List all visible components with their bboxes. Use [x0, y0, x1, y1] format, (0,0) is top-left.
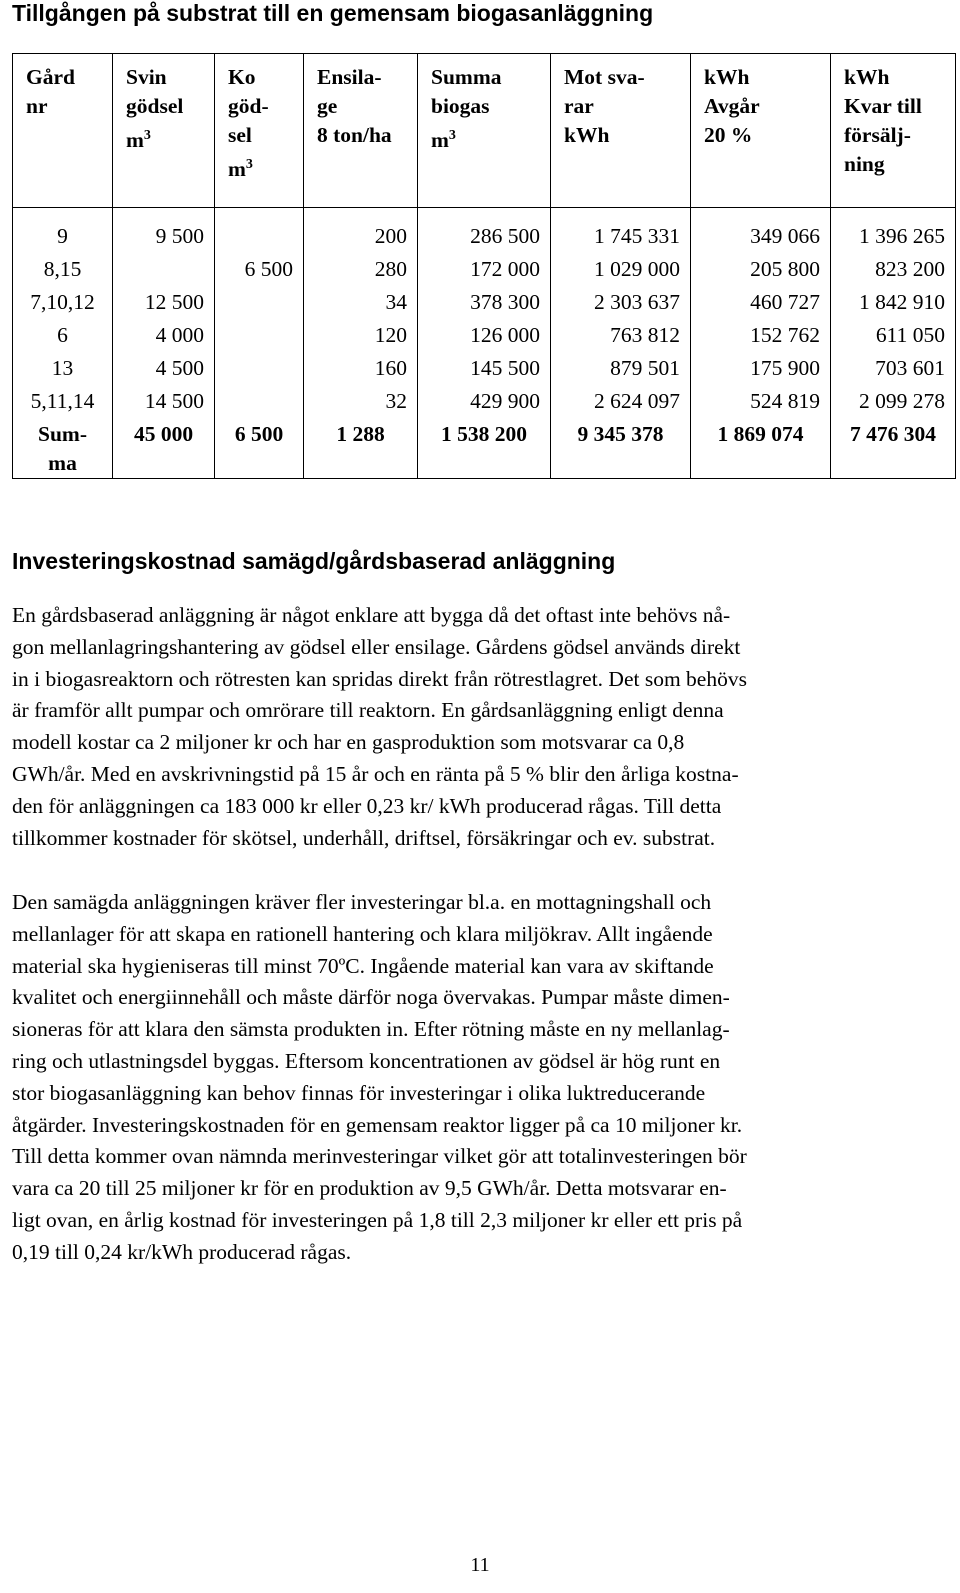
table-cell: 160	[304, 351, 418, 384]
table-header-row	[13, 54, 956, 208]
total-label-cell	[13, 417, 113, 479]
table-cell: 823 200	[831, 252, 956, 285]
column-header-line: kWh	[564, 123, 610, 147]
column-header-line: Ko	[228, 65, 256, 89]
column-header-text: m	[126, 128, 144, 153]
column-header-superscript: 3	[143, 128, 151, 143]
column-header	[831, 54, 956, 208]
table-cell: 2 099 278	[831, 384, 956, 417]
table-cell	[215, 351, 304, 384]
column-header-line: Summa	[431, 65, 502, 89]
table-cell: 763 812	[551, 318, 691, 351]
substrate-table	[12, 53, 956, 479]
farm-number-cell: 7,10,12	[13, 285, 113, 318]
table-cell: 12 500	[113, 285, 215, 318]
total-cell: 9 345 378	[551, 417, 691, 479]
table-cell: 1 029 000	[551, 252, 691, 285]
column-header-superscript: 3	[245, 157, 253, 172]
table-cell: 460 727	[691, 285, 831, 318]
table-cell: 1 745 331	[551, 208, 691, 253]
column-header	[304, 54, 418, 208]
farm-number-cell: 9	[13, 208, 113, 253]
farm-number-cell: 6	[13, 318, 113, 351]
column-header-line: Gård	[26, 65, 75, 89]
column-header	[691, 54, 831, 208]
table-cell	[113, 252, 215, 285]
column-header-line: gödsel	[126, 94, 184, 118]
column-header-line: kWh	[704, 65, 750, 89]
paragraph-farm-based: En gårdsbaserad anläggning är något enklare att bygga då det oftast inte behövs nå- gon mellanlagringshantering av gödsel eller ensilage. Gårdens gödsel används direkt in i biogasreaktorn och rötresten kan spridas direkt från rötrestlagret. Det som behövs är framför allt pumpar och omrörare till reaktorn. En gårdsanläggning enligt denna modell kostar ca 2 miljoner kr och har en gasproduktion som motsvarar ca 0,8 GWh/år. Med en avskrivningstid på 15 år och en ränta på 5 % blir den årliga kostna- den för anläggningen ca 183 000 kr eller 0,23 kr/ kWh producerad rågas. Till detta tillkommer kostnader för skötsel, underhåll, driftsel, försäkringar och ev. substrat.	[12, 603, 747, 850]
table-cell: 4 500	[113, 351, 215, 384]
total-cell: 1 869 074	[691, 417, 831, 479]
column-header-line: 8 ton/ha	[317, 123, 392, 147]
table-cell: 126 000	[418, 318, 551, 351]
table-cell: 378 300	[418, 285, 551, 318]
table-row	[13, 208, 956, 253]
table-cell	[215, 318, 304, 351]
total-cell: 7 476 304	[831, 417, 956, 479]
table-cell: 2 624 097	[551, 384, 691, 417]
page-title: Tillgången på substrat till en gemensam biogasanläggning	[12, 0, 654, 26]
column-header-line: ge	[317, 94, 338, 118]
table-cell: 205 800	[691, 252, 831, 285]
column-header-line: Svin	[126, 65, 167, 89]
table-cell: 172 000	[418, 252, 551, 285]
total-cell: 6 500	[215, 417, 304, 479]
table-cell: 286 500	[418, 208, 551, 253]
table-cell: 2 303 637	[551, 285, 691, 318]
paragraph-jointly-owned: Den samägda anläggningen kräver fler investeringar bl.a. en mottagningshall och mellanlager för att skapa en rationell hantering och klara miljökrav. Allt ingående material ska hygieniseras till minst 70ºC. Ingående material kan vara av skiftande kvalitet och energiinnehåll och måste därför noga övervakas. Pumpar måste dimen- sioneras för att klara den sämsta produkten in. Efter rötning måste en ny mellanlag- ring och utlastningsdel byggas. Eftersom koncentrationen av gödsel är hög runt en stor biogasanläggning kan behov finnas för investeringar i olika luktreducerande åtgärder. Investeringskostnaden för en gemensam reaktor ligger på ca 10 miljoner kr. Till detta kommer ovan nämnda merinvesteringar vilket gör att totalinvesteringen bör vara ca 20 till 25 miljoner kr för en produktion av 9,5 GWh/år. Detta motsvarar en- ligt ovan, en årlig kostnad för investeringen på 1,8 till 2,3 miljoner kr eller ett pris på 0,19 till 0,24 kr/kWh producerad rågas.	[12, 890, 747, 1264]
column-header	[113, 54, 215, 208]
table-cell: 9 500	[113, 208, 215, 253]
column-header-line	[126, 121, 210, 155]
table-cell: 611 050	[831, 318, 956, 351]
table-body	[13, 208, 956, 479]
table-cell: 280	[304, 252, 418, 285]
total-cell: 45 000	[113, 417, 215, 479]
column-header-line: Avgår	[704, 94, 760, 118]
table-cell: 879 501	[551, 351, 691, 384]
column-header-text: m	[228, 157, 246, 182]
column-header-superscript: 3	[448, 128, 456, 143]
table-cell: 4 000	[113, 318, 215, 351]
column-header-line: 20 %	[704, 123, 753, 147]
table-row	[13, 351, 956, 384]
table-row	[13, 318, 956, 351]
total-cell: 1 538 200	[418, 417, 551, 479]
table-cell: 200	[304, 208, 418, 253]
table-cell: 524 819	[691, 384, 831, 417]
table-cell: 703 601	[831, 351, 956, 384]
column-header-line: nr	[26, 94, 48, 118]
table-cell: 34	[304, 285, 418, 318]
column-header-line	[431, 121, 546, 155]
column-header-line: ning	[844, 152, 885, 176]
table-row	[13, 252, 956, 285]
table-cell: 120	[304, 318, 418, 351]
column-header-line	[228, 150, 299, 184]
column-header-line: rar	[564, 94, 594, 118]
farm-number-cell: 8,15	[13, 252, 113, 285]
column-header-line: Kvar till	[844, 94, 922, 118]
table-cell: 349 066	[691, 208, 831, 253]
total-label-line: Sum-	[38, 422, 87, 446]
farm-number-cell: 13	[13, 351, 113, 384]
table-cell	[215, 208, 304, 253]
table-row	[13, 285, 956, 318]
table-cell	[215, 384, 304, 417]
table-cell: 175 900	[691, 351, 831, 384]
section-heading: Investeringskostnad samägd/gårdsbaserad anläggning	[12, 548, 616, 574]
table-cell: 152 762	[691, 318, 831, 351]
column-header	[551, 54, 691, 208]
column-header	[13, 54, 113, 208]
column-header-line: Mot sva-	[564, 65, 645, 89]
farm-number-cell: 5,11,14	[13, 384, 113, 417]
total-row	[13, 417, 956, 479]
table-cell: 14 500	[113, 384, 215, 417]
table-cell: 1 842 910	[831, 285, 956, 318]
table-cell: 429 900	[418, 384, 551, 417]
table-cell	[215, 285, 304, 318]
column-header	[215, 54, 304, 208]
table-cell: 145 500	[418, 351, 551, 384]
table-cell: 6 500	[215, 252, 304, 285]
total-cell: 1 288	[304, 417, 418, 479]
page-number: 11	[470, 1554, 490, 1576]
column-header-text: m	[431, 128, 449, 153]
column-header-line: biogas	[431, 94, 490, 118]
column-header-line: göd-	[228, 94, 269, 118]
table-cell: 32	[304, 384, 418, 417]
column-header-line: sel	[228, 123, 252, 147]
column-header-line: Ensila-	[317, 65, 382, 89]
table-cell: 1 396 265	[831, 208, 956, 253]
column-header-line: försälj-	[844, 123, 911, 147]
column-header	[418, 54, 551, 208]
column-header-line: kWh	[844, 65, 890, 89]
total-label-line: ma	[48, 451, 77, 475]
table-row	[13, 384, 956, 417]
